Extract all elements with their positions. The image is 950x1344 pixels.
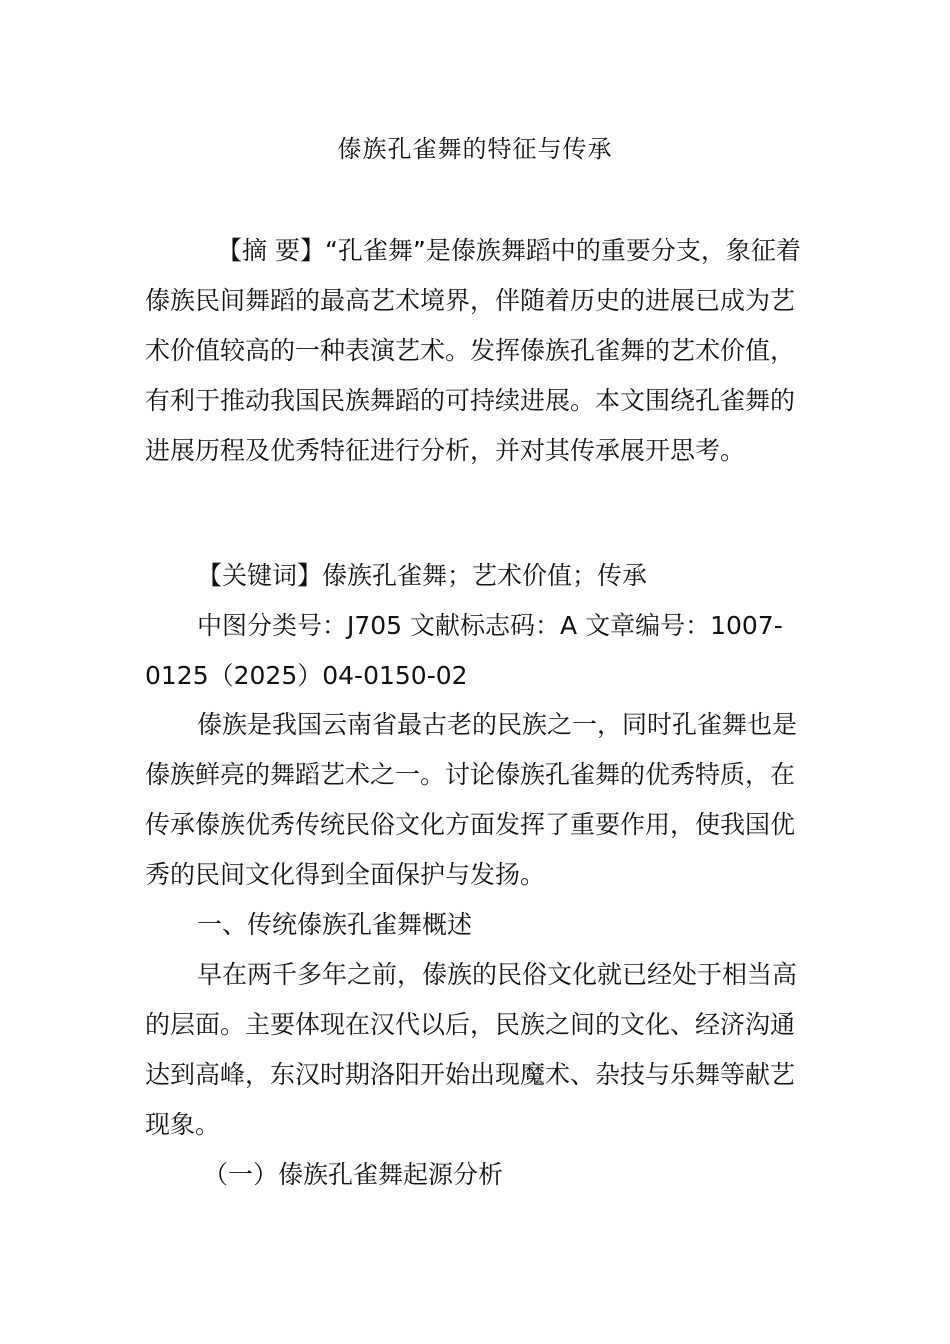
section-paragraph: 早在两千多年之前，傣族的民俗文化就已经处于相当高的层面。主要体现在汉代以后，民族之间的文化、经济沟通达到高峰，东汉时期洛阳开始出现魔术、杂技与乐舞等献艺现象。 — [145, 960, 798, 1139]
abstract-label: 【摘 要】 — [217, 236, 325, 265]
keywords-text: 傣族孔雀舞；艺术价值；传承 — [322, 561, 648, 590]
document-title: 傣族孔雀舞的特征与传承 — [337, 135, 613, 163]
subsection-heading: （一）傣族孔雀舞起源分析 — [203, 1160, 504, 1189]
intro-paragraph: 傣族是我国云南省最古老的民族之一，同时孔雀舞也是傣族鲜亮的舞蹈艺术之一。讨论傣族孔雀舞的优秀特质，在传承傣族优秀传统民俗文化方面发挥了重要作用，使我国优秀的民间文化得到全面保护与发扬。 — [145, 710, 798, 889]
abstract-text: “孔雀舞”是傣族舞蹈中的重要分支，象征着傣族民间舞蹈的最高艺术境界，伴随着历史的进展已成为艺术价值较高的一种表演艺术。发挥傣族孔雀舞的艺术价值，有利于推动我国民族舞蹈的可持续进展。本文围绕孔雀舞的进展历程及优秀特征进行分析，并对其传承展开思考。 — [145, 236, 801, 465]
abstract-paragraph — [145, 226, 810, 476]
keywords-label: 【关键词】 — [197, 561, 323, 590]
classification-line: 中图分类号：J705 文献标志码：A 文章编号：1007-0125（2025）04-0150-02 — [145, 611, 783, 690]
keywords-line — [145, 551, 810, 601]
section-heading: 一、传统傣族孔雀舞概述 — [197, 910, 473, 939]
